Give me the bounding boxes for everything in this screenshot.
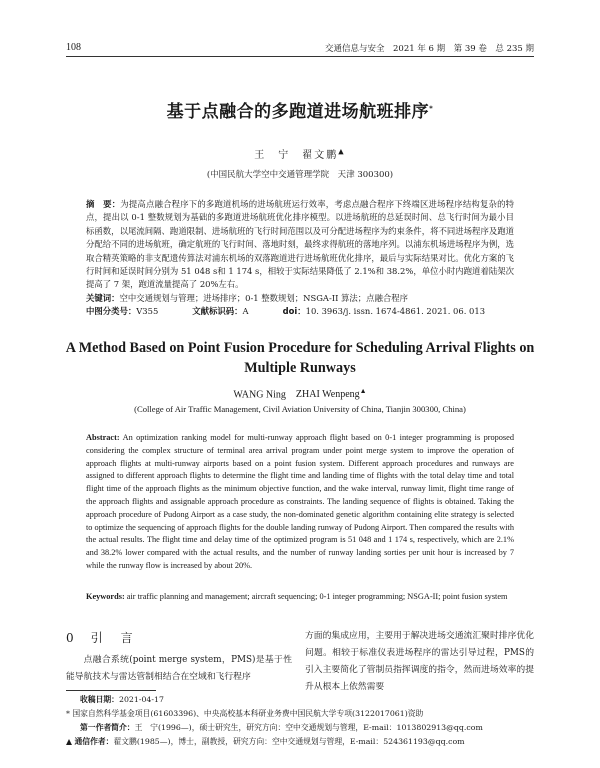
class-number-value: V355 <box>136 306 159 316</box>
received-date: 2021-04-17 <box>118 695 164 704</box>
chinese-keywords <box>86 292 514 305</box>
section-heading <box>66 629 136 646</box>
english-affiliation: (College of Air Traffic Management, Civil Aviation University of China, Tianjin 300300, China) <box>134 404 466 414</box>
chinese-title-text: 基于点融合的多跑道进场航班排序 <box>166 102 430 122</box>
english-corresponding-mark: ▲ <box>359 387 367 395</box>
english-author-1: WANG Ning <box>233 389 286 401</box>
chinese-authors <box>0 146 600 161</box>
chinese-keywords-text: 空中交通规划与管理；进场排序；0-1 整数规划；NSGA-II 算法；点融合程序 <box>119 293 409 303</box>
english-title: A Method Based on Point Fusion Procedure for Scheduling Arrival Flights on Multiple Runways <box>65 340 535 376</box>
chinese-authors-text: 王 宁 翟文鹏 <box>254 150 339 161</box>
body-left-column: 点融合系统(point merge system，PMS)是基于性能导航技术与雷达管制相结合在空域和飞行程序 <box>66 655 292 682</box>
header-rule <box>66 56 534 57</box>
doi-value: 10. 3963/j. issn. 1674-4861. 2021. 06. 013 <box>305 306 486 316</box>
english-keywords-text: air traffic planning and management; aircraft sequencing; 0-1 integer programming; NSGA-II; point fusion system <box>126 592 508 601</box>
first-author-label: 第一作者简介： <box>80 723 135 732</box>
chinese-title <box>0 97 600 122</box>
class-number-label: 中图分类号： <box>86 306 137 316</box>
first-author-text: 王 宁(1996—)，硕士研究生，研究方向：空中交通规划与管理，E-mail：1013802913@qq.com <box>134 723 483 732</box>
chinese-abstract-text: 为提高点融合程序下的多跑道机场的进场航班运行效率，考虑点融合程序下终端区进场程序结构复杂的特点，提出以 0-1 整数规划为基础的多跑道进场航班优化排序模型。以进场航班的总延误时间、总飞行时间为最小目标函数，以尾流间隔、跑道限制、进场航班的飞行时间范围以及可分配进场程序为约束条件，将不同进场程序及跑道分配给不同的进场航班，确定航班的飞行时间、落地时刻，最终求得航班的落地序列。以浦东机场进场程序为例，选取合精英策略的非支配遗传算法对浦东机场的双落跑道进行进场航班优化排序，最后与实际结果对比。优化方案的飞行时间和延误时间分别为 51 048 s和 1 174 s，相较于实际结果降低了 2.1%和 38.2%，单位小时内跑道着陆架次提高了 7 架，跑道流量提高了 20%左右。 <box>86 199 515 290</box>
chinese-affiliation: (中国民航大学空中交通管理学院 天津 300300) <box>206 170 394 180</box>
english-abstract-label: Abstract: <box>86 433 120 442</box>
english-abstract <box>86 432 514 573</box>
section-title: 引 言 <box>90 631 136 645</box>
english-keywords <box>86 591 514 604</box>
doi-label: doi： <box>282 306 306 316</box>
footnote-corresponding <box>66 736 536 747</box>
body-right-column: 方面的集成应用，主要用于解决进场交通流汇聚时排序优化问题。相较于标准仪表进场程序的雷达引导过程，PMS的引入主要简化了管制员指挥调度的指令，然而进场效率的提升从根本上依然需要 <box>305 631 534 692</box>
chinese-abstract <box>86 198 514 292</box>
doc-code-label: 文献标识码： <box>192 306 243 316</box>
footnote-fund <box>66 708 536 719</box>
page-number: 108 <box>66 42 81 53</box>
chinese-abstract-label: 摘 要： <box>86 199 121 209</box>
fund-mark: * <box>429 104 434 113</box>
footnote-received <box>66 694 536 705</box>
corresponding-text: 翟文鹏(1985—)，博士，副教授，研究方向：空中交通规划与管理，E-mail：524361193@qq.com <box>113 737 465 746</box>
chinese-keywords-label: 关键词： <box>86 293 120 303</box>
english-keywords-label: Keywords: <box>86 592 125 601</box>
doc-code-value: A <box>242 306 249 316</box>
english-author-2: ZHAI Wenpeng <box>295 389 360 401</box>
journal-info: 交通信息与安全 2021 年 6 期 第 39 卷 总 235 期 <box>325 44 534 54</box>
english-abstract-text: An optimization ranking model for multi-runway approach flight based on 0-1 integer programming is proposed considering the complex structure of terminal area arrival program under point merge system to improve the operation of approach flights at multi-runway airports based on a point fusion system. Different approach procedures and runways are assigned to different approach flights to determine the flight time and landing time of flights with the total delay time and total flight time of the approach flights as the minimum objective function, and the wake interval, runway limit, flight time range of the approach flights and assignable approach procedure as constraints. The landing sequence of flights is obtained. Taking the approach procedure of Pudong Airport as a case study, the non-dominated genetic algorithm containing elite strategy is selected to optimize the sequencing of approach flights for the double landing runway of Pudong Airport. Then compared the results with the actual results. The flight time and delay time of the optimized program is 51 048 and 1 174 s, respectively, which are 2.1% and 38.2% lower compared with the actual results, and the number of runway landing sorties per unit hour is increased by 7 while the runway flow is increased by about 20%. <box>86 433 514 570</box>
classification-line <box>86 305 514 318</box>
footnote-rule <box>66 690 156 691</box>
english-authors <box>0 387 600 400</box>
section-number: 0 <box>66 631 77 645</box>
running-header <box>66 42 534 56</box>
corresponding-mark: ▲ <box>338 147 346 156</box>
footnote-first-author <box>66 722 536 733</box>
fund-footnote-mark: * <box>66 709 70 718</box>
corresponding-label: 通信作者： <box>74 737 114 746</box>
corresponding-footnote-mark: ▲ <box>66 737 72 746</box>
received-label: 收稿日期： <box>80 695 119 704</box>
fund-text: 国家自然科学基金项目(61603396)、中央高校基本科研业务费中国民航大学专项(3122017061)资助 <box>72 709 424 718</box>
